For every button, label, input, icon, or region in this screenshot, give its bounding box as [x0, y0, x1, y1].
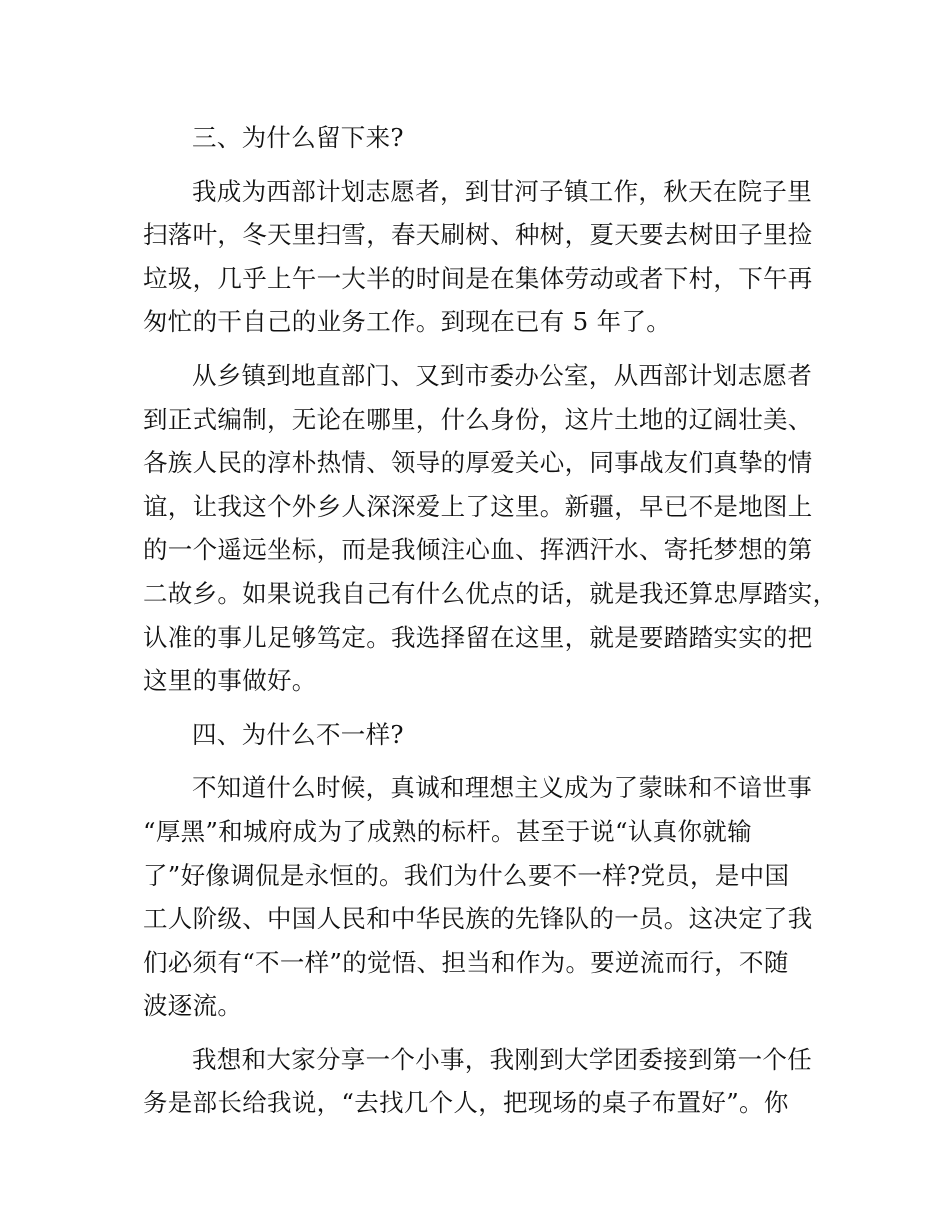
paragraph-line: 了”好像调侃是永恒的。我们为什么要不一样?党员，是中国	[143, 860, 790, 890]
heading-line: 四、为什么不一样?	[192, 719, 404, 749]
paragraph-line: 匆忙的干自己的业务工作。到现在已有 5 年了。	[143, 307, 672, 337]
paragraph-line: 扫落叶，冬天里扫雪，春天刷树、种树，夏天要去树田子里捡	[143, 220, 813, 250]
paragraph-line: 我成为西部计划志愿者，到甘河子镇工作，秋天在院子里	[192, 176, 812, 206]
paragraph-line: 各族人民的淳朴热情、领导的厚爱关心，同事战友们真挚的情	[143, 448, 813, 478]
paragraph-line: 们必须有“不一样”的觉悟、担当和作为。要逆流而行，不随	[143, 947, 789, 977]
document-body	[143, 116, 838, 1135]
paragraph-line: 认准的事儿足够笃定。我选择留在这里，就是要踏踏实实的把	[143, 622, 813, 652]
paragraph-line: 我想和大家分享一个小事，我刚到大学团委接到第一个任	[192, 1044, 812, 1074]
paragraph-line: “厚黑”和城府成为了成熟的标杆。甚至于说“认真你就输	[143, 816, 752, 846]
paragraph-line: 谊，让我这个外乡人深深爱上了这里。新疆，早已不是地图上	[143, 491, 813, 521]
paragraph-line: 不知道什么时候，真诚和理想主义成为了蒙昧和不谙世事	[192, 773, 812, 803]
section-heading-four	[143, 713, 823, 757]
paragraph-line: 波逐流。	[143, 991, 243, 1021]
paragraph-line: 这里的事做好。	[143, 666, 317, 696]
paragraph-line: 务是部长给我说，“去找几个人，把现场的桌子布置好”。你	[143, 1088, 789, 1118]
paragraph-volunteer	[143, 170, 823, 344]
paragraph-different	[143, 766, 823, 1028]
paragraph-line: 到正式编制，无论在哪里，什么身份，这片土地的辽阔壮美、	[143, 404, 813, 434]
paragraph-story	[143, 1038, 823, 1125]
paragraph-line: 工人阶级、中国人民和中华民族的先锋队的一员。这决定了我	[143, 904, 813, 934]
paragraph-line: 二故乡。如果说我自己有什么优点的话，就是我还算忠厚踏实，	[143, 578, 838, 608]
section-heading-three	[143, 116, 823, 160]
paragraph-line: 从乡镇到地直部门、又到市委办公室，从西部计划志愿者	[192, 360, 812, 390]
paragraph-line: 的一个遥远坐标，而是我倾注心血、挥洒汗水、寄托梦想的第	[143, 535, 813, 565]
paragraph-xinjiang	[143, 354, 838, 703]
paragraph-line: 垃圾，几乎上午一大半的时间是在集体劳动或者下村，下午再	[143, 263, 813, 293]
heading-line: 三、为什么留下来?	[192, 123, 404, 152]
